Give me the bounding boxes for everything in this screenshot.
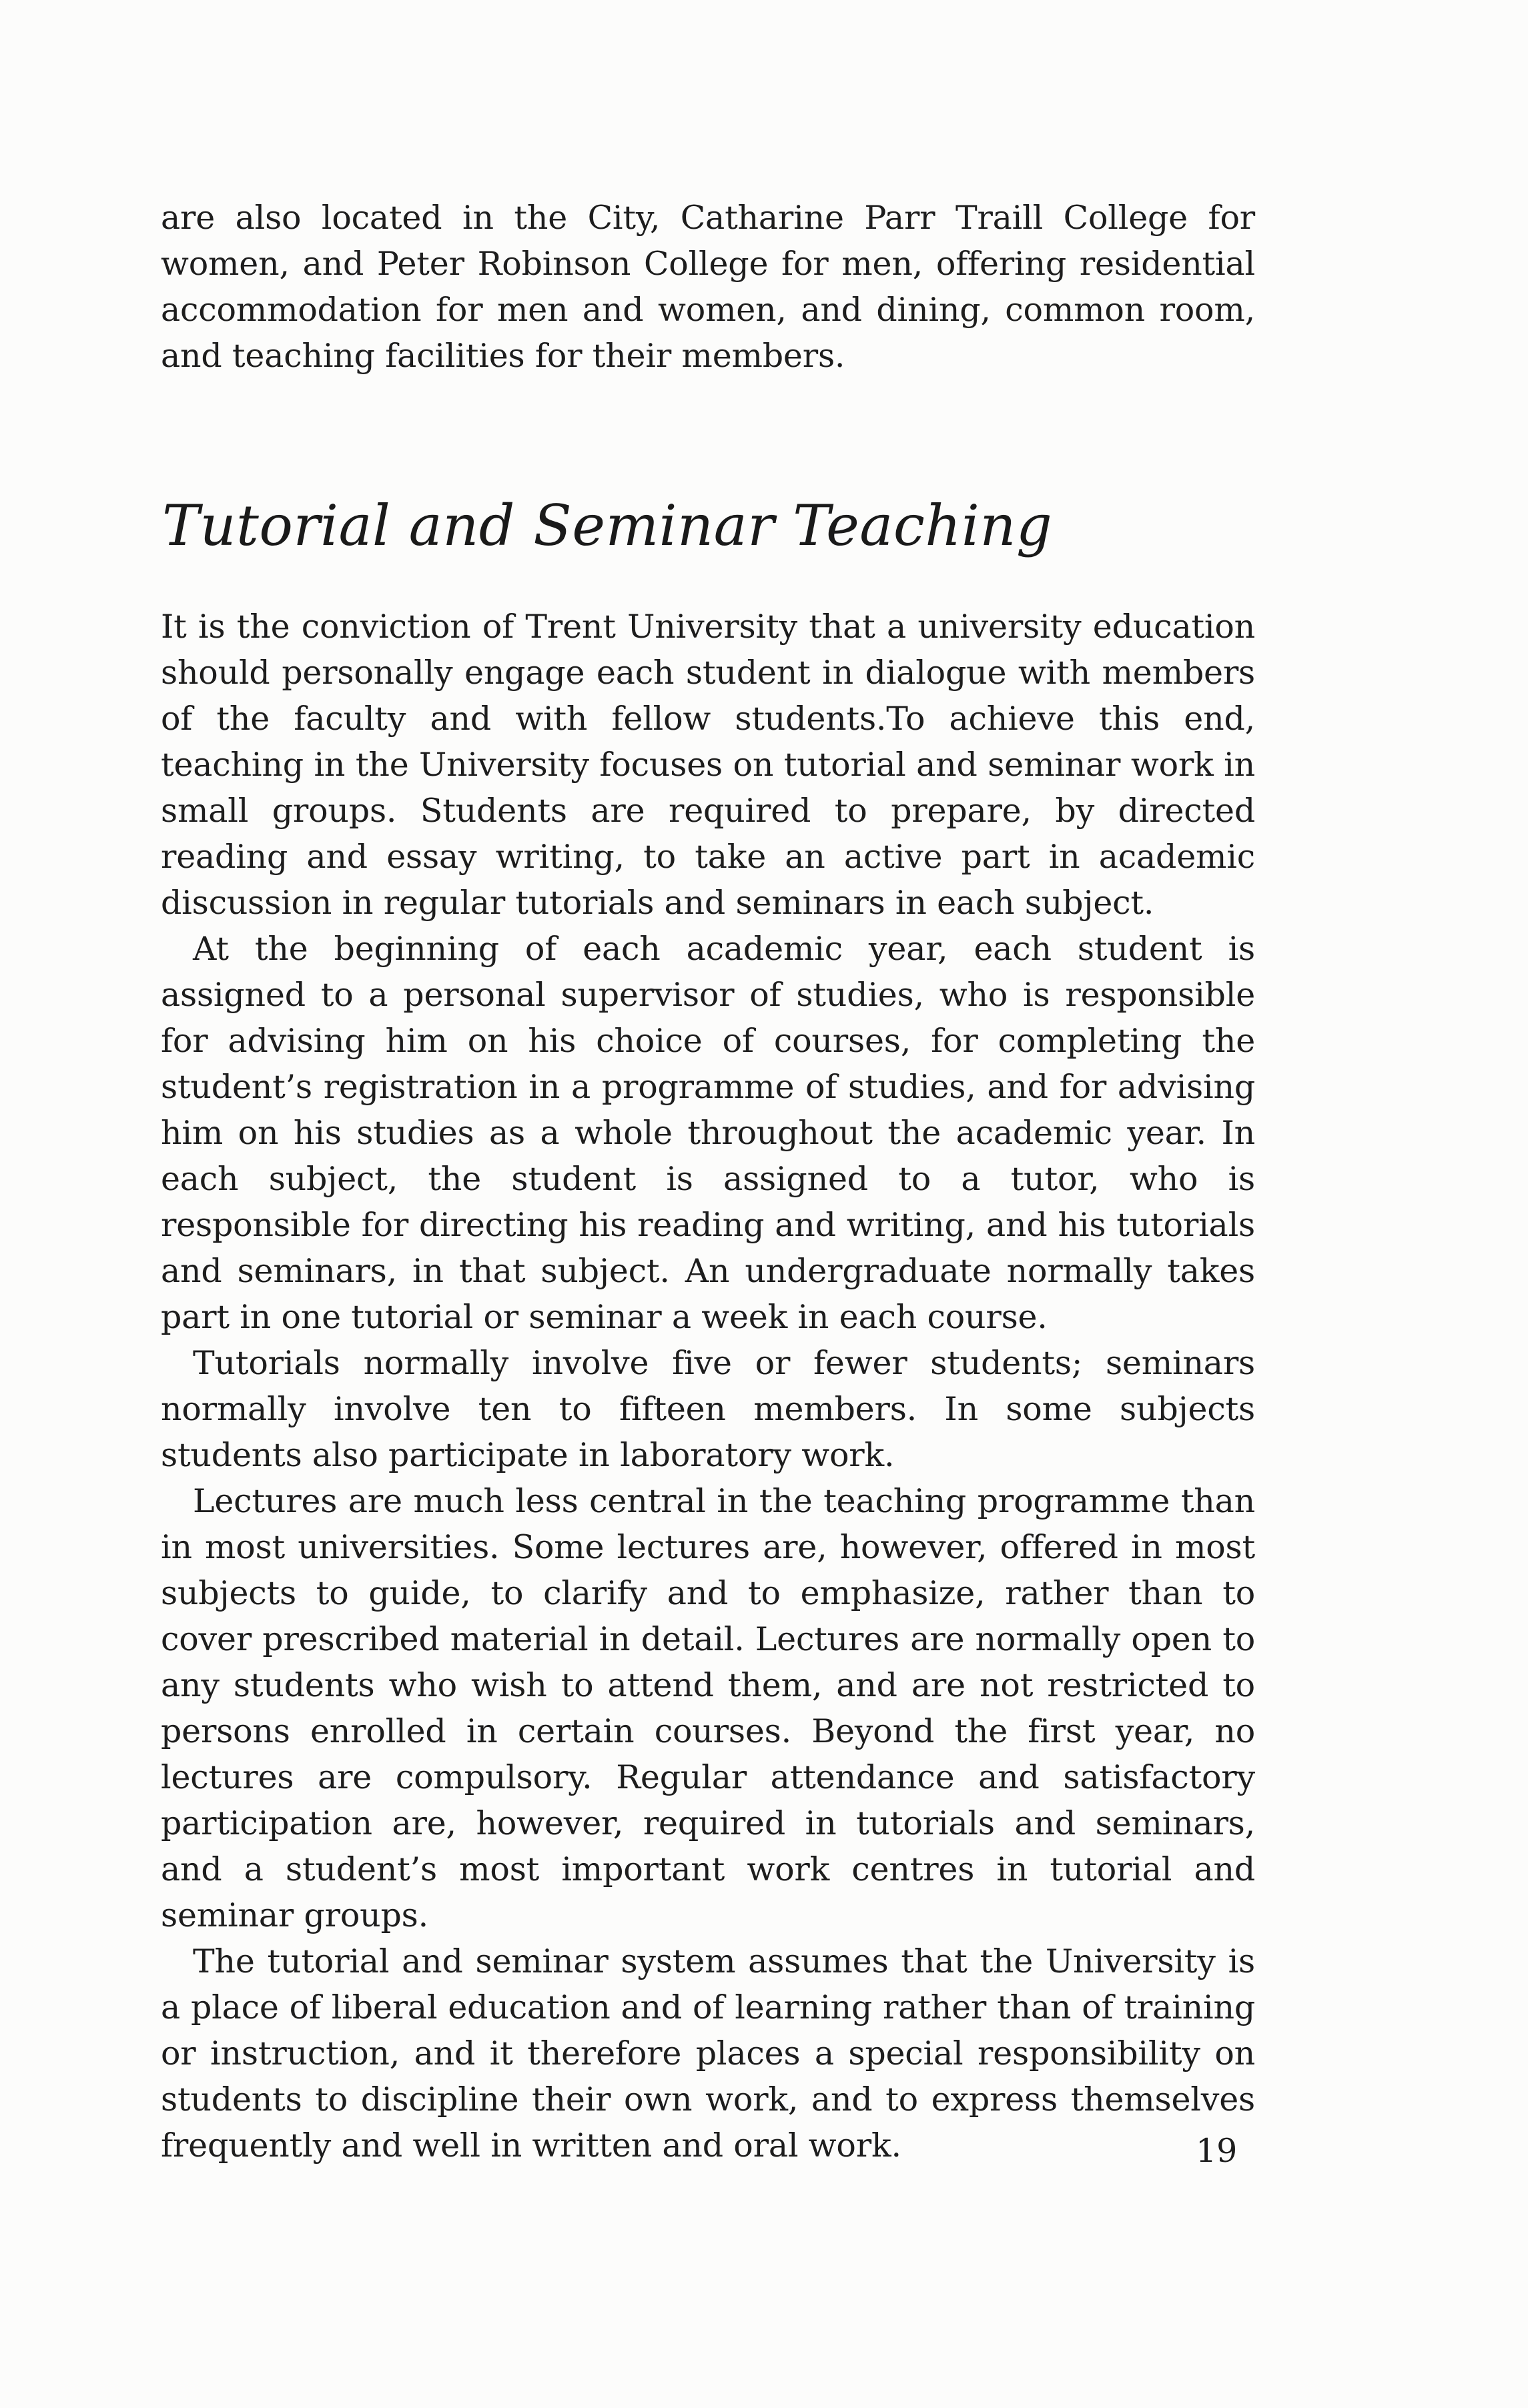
section-heading: Tutorial and Seminar Teaching (162, 493, 1053, 558)
body-paragraph: It is the conviction of Trent University that a university education should personally engage each student in dialogue with members of the faculty and with fellow students.To achieve this end, teaching in the University focuses on tutorial and seminar work in small groups. Students are required to prepare, by directed reading and essay writing, to take an active part in academic discussion in regular tutorials and seminars in each subject. (161, 608, 1255, 922)
page-number: 19 (1196, 2132, 1238, 2170)
body-paragraph: At the beginning of each academic year, each student is assigned to a personal supervisor of studies, who is responsible for advising him on his choice of courses, for completing the student’s registration in a programme of studies, and for advising him on his studies as a whole throughout the academic year. In each subject, the student is assigned to a tutor, who is responsible for directing his reading and writing, and his tutorials and seminars, in that subject. An undergraduate normally takes part in one tutorial or seminar a week in each course. (161, 930, 1255, 1336)
opening-paragraph: are also located in the City, Catharine Parr Traill College for women, and Peter Robinson College for men, offering residential accommodation for men and women, and dining, common room, and teaching facilities for their members. (161, 199, 1255, 375)
body-paragraph: The tutorial and seminar system assumes that the University is a place of liberal education and of learning rather than of training or instruction, and it therefore places a special responsibility on students to discipline their own work, and to express themselves frequently and well in written and oral work. (161, 1942, 1255, 2165)
body-paragraph: Lectures are much less central in the teaching programme than in most universities. Some lectures are, however, offered in most subjects to guide, to clarify and to emphasize, rather than to cover prescribed material in detail. Lectures are normally open to any students who wish to attend them, and are not restricted to persons enrolled in certain courses. Beyond the first year, no lectures are compulsory. Regular attendance and satisfactory participation are, however, required in tutorials and seminars, and a student’s most important work centres in tutorial and seminar groups. (161, 1482, 1255, 1934)
body-paragraph: Tutorials normally involve five or fewer students; seminars normally involve ten to fifteen members. In some subjects students also participate in laboratory work. (161, 1344, 1255, 1474)
section-body (161, 604, 1255, 2169)
